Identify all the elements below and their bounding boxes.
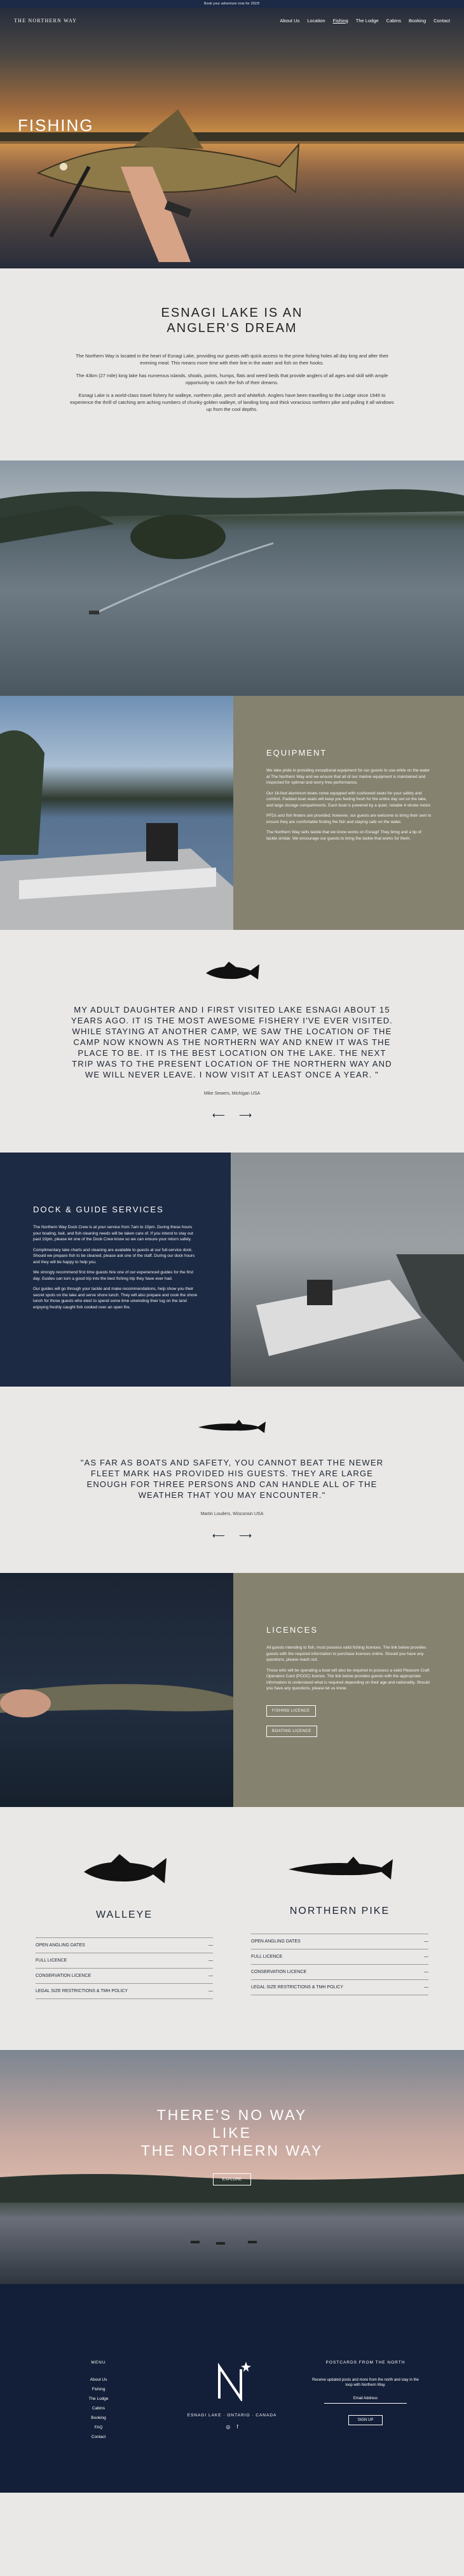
chevron-down-icon: — (424, 1939, 428, 1944)
signup-button[interactable]: SIGN UP (348, 2415, 383, 2425)
species-link-label: CONSERVATION LICENCE (251, 1970, 307, 1974)
dock-paragraph: Complimentary lake charts and cleaning are available to guests at our full-service dock. Should we prepare fish to be cleaned, please ask one of the staff. During our dock hours and they will be happy to help you. (33, 1247, 195, 1264)
explore-button[interactable]: EXPLORE (213, 2173, 252, 2185)
species-link-label: FULL LICENCE (251, 1955, 283, 1959)
cta-section (0, 2050, 464, 2284)
footer-link-booking[interactable]: Booking (91, 2416, 106, 2420)
species-link-label: OPEN ANGLING DATES (251, 1939, 301, 1944)
dock-photo (231, 1153, 464, 1387)
walleye-silhouette-icon (80, 1853, 169, 1888)
licences-title: LICENCES (266, 1625, 318, 1635)
dock-panel (0, 1153, 231, 1387)
equipment-section (0, 696, 464, 930)
arrow-left-icon[interactable]: ⟵ (212, 1530, 225, 1541)
hero (0, 8, 464, 268)
intro-paragraph: Esnagi Lake is a world-class travel fishery for walleye, northern pike, perch and whitefish. Anglers have been travelling to the Lodge since 1946 to experience the thrill of catching arm aching numbers of chunky golden walleye, of landing long and thick voracious northern pike and pulling it all windows up from the cool depths. (70, 392, 394, 412)
species-name: NORTHERN PIKE (289, 1906, 390, 1916)
footer-link-fishing[interactable]: Fishing (92, 2387, 106, 2392)
main-menu (280, 18, 450, 24)
equipment-paragraph: We take pride in providing exceptional equipment for our guests to use while on the water at The Northern Way and we ensure that all of our marine equipment is maintained and inspected for optimal and worry-free performance. (266, 768, 430, 785)
species-link-row[interactable] (36, 1937, 213, 1953)
testimonial-author: Mike Sewers, Michigan USA (203, 1091, 261, 1096)
species-walleye (36, 1853, 213, 1999)
nav-location[interactable]: Location (307, 17, 325, 24)
facebook-icon[interactable]: f (236, 2424, 238, 2430)
species-name: WALLEYE (96, 1909, 153, 1920)
nav-booking[interactable]: Booking (409, 17, 426, 24)
cta-heading (0, 2050, 464, 2159)
equipment-title: EQUIPMENT (266, 748, 327, 758)
equipment-paragraph: The Northern Way sells tackle that we know works on Esnagi! They bring and a tip of tackle similar. We encourage our guests to bring the tackle that works for them. (266, 830, 421, 841)
licences-section (0, 1573, 464, 1807)
chevron-down-icon: — (208, 1958, 213, 1963)
footer-newsletter (311, 2360, 420, 2493)
species-pike (251, 1853, 428, 1999)
equipment-paragraph: Our 16-foot aluminum boats come equipped with cushioned seats for your safety and comfort. Padded boat seats will keep you feeling fresh for the entire day out on the lake, and large storage compartments. Each boat is powered by a quiet, reliable 4-stroke motor. (266, 791, 432, 808)
dock-title: DOCK & GUIDE SERVICES (33, 1205, 164, 1214)
arrow-right-icon[interactable]: ⟶ (239, 1530, 252, 1541)
chevron-down-icon: — (424, 1970, 428, 1974)
footer-menu (44, 2360, 153, 2493)
walleye-photo-illustration (25, 71, 305, 262)
pike-silhouette-icon (286, 1853, 394, 1885)
footer-brand (153, 2360, 311, 2493)
chevron-down-icon: — (208, 1989, 213, 1993)
species-link-row[interactable] (251, 1934, 428, 1949)
testimonial-2 (0, 1387, 464, 1573)
arrow-left-icon[interactable]: ⟵ (212, 1110, 225, 1120)
species-link-row[interactable] (36, 1983, 213, 1999)
licences-paragraph: Those who will be operating a boat will also be required to possess a valid Pleasure Craft Operators Card (PCOC) licence. The link below provides guests with the appropriate information to understand what is required depending on their age and nationality. Should you have any questions, please let us know. (266, 1668, 430, 1691)
intro-paragraph: The 43km (27 mile) long lake has numerous islands, shoals, points, humps, flats and weed beds that provide anglers of all ages and skill with ample opportunity to catch the fish of their dreams. (76, 373, 388, 385)
footer-link-about[interactable]: About Us (90, 2378, 107, 2382)
licences-paragraph: All guests intending to fish, must possess valid fishing licences. The link below provides guests with the required information to purchase licences online. Should you have any questions, please reach out. (266, 1645, 426, 1662)
species-link-label: FULL LICENCE (36, 1958, 67, 1963)
intro-section (0, 268, 464, 460)
nav-lodge[interactable]: The Lodge (355, 17, 379, 24)
hero-title: FISHING (18, 116, 94, 135)
intro-paragraph: The Northern Way is located in the heart of Esnagi Lake, providing our guests with quick access to the prime fishing holes all day long and after their evening meal. This means more time with their line in the water and fish on their hooks. (75, 353, 389, 366)
lake-aerial-photo (0, 460, 464, 696)
newsletter-label: POSTCARDS FROM THE NORTH (325, 2360, 406, 2365)
species-link-row[interactable] (36, 1953, 213, 1968)
announcement-bar (0, 0, 464, 8)
testimonial-quote: "AS FAR AS BOATS AND SAFETY, YOU CANNOT BEAT THE NEWER FLEET MARK HAS PROVIDED HIS GUESTS. THEY ARE LARGE ENOUGH FOR THREE PERSONS AND CAN HANDLE ALL OF THE WEATHER THAT YOU MAY ENCOUNTER." (80, 1458, 384, 1500)
fishing-licence-button[interactable]: FISHING LICENCE (266, 1705, 316, 1717)
species-link-label: LEGAL SIZE RESTRICTIONS & TMH POLICY (36, 1989, 128, 1993)
dock-section (0, 1153, 464, 1387)
newsletter-text: Receive updated posts and more from the north and stay in the loop with Northern Way. (312, 2378, 419, 2387)
species-link-label: LEGAL SIZE RESTRICTIONS & TMH POLICY (251, 1985, 344, 1990)
lake-illustration (0, 460, 464, 696)
brand-logo[interactable]: THE NORTHERN WAY (14, 17, 78, 24)
footer-tagline: ESNAGI LAKE · ONTARIO · CANADA (187, 2413, 277, 2418)
top-nav (0, 8, 464, 33)
species-link-row[interactable] (36, 1968, 213, 1983)
footer-menu-label: MENU (91, 2360, 106, 2365)
chevron-down-icon: — (424, 1985, 428, 1990)
nav-cabins[interactable]: Cabins (386, 17, 402, 24)
species-link-label: OPEN ANGLING DATES (36, 1943, 85, 1948)
testimonial-author: Martin Louders, Wisconsin USA (200, 1512, 264, 1516)
email-input[interactable]: Email Address (324, 2397, 407, 2404)
footer-link-lodge[interactable]: The Lodge (88, 2397, 109, 2401)
species-link-row[interactable] (251, 1979, 428, 1995)
equipment-panel (233, 696, 464, 930)
footer (0, 2284, 464, 2493)
dock-paragraph: We strongly recommend first time guests hire one of our experienced guides for the first day. Guides can turn a good trip into the best fishing trip they have ever had. (33, 1270, 194, 1281)
cta-line: LIKE (212, 2124, 252, 2141)
intro-heading-line1: ESNAGI LAKE IS AN (161, 306, 303, 320)
arrow-right-icon[interactable]: ⟶ (239, 1110, 252, 1120)
chevron-down-icon: — (208, 1943, 213, 1948)
pike-silhouette-icon (197, 1417, 267, 1436)
species-link-label: CONSERVATION LICENCE (36, 1974, 92, 1978)
dock-paragraph: The Northern Way Dock Crew is at your service from 7am to 10pm. During these hours your boating, bait, and fish cleaning needs will be taken care of. If you intend to stay out past 10pm, please let one of the Dock Crew know so we can ensure your return safely. (33, 1225, 193, 1242)
licences-panel (233, 1573, 464, 1807)
northern-way-logo-icon[interactable] (213, 2360, 251, 2401)
nav-fishing[interactable]: Fishing (332, 17, 348, 24)
testimonial-1 (0, 930, 464, 1153)
nav-about[interactable]: About Us (280, 17, 300, 24)
intro-heading (70, 305, 394, 336)
equipment-paragraph: PFDs and fish finders are provided; however, our guests are welcome to bring their own to ensure they are comfortable finding the fish and staying safe on the water. (266, 814, 432, 824)
testimonial-arrows (70, 1530, 394, 1541)
species-link-row[interactable] (251, 1964, 428, 1979)
species-link-row[interactable] (251, 1949, 428, 1964)
testimonial-arrows (70, 1110, 394, 1121)
chevron-down-icon: — (208, 1974, 213, 1978)
cta-line: THERE'S NO WAY (156, 2107, 308, 2123)
footer-link-cabins[interactable]: Cabins (92, 2406, 106, 2411)
nav-contact[interactable]: Contact (433, 17, 450, 24)
cta-line: THE NORTHERN WAY (140, 2142, 324, 2159)
species-section (0, 1807, 464, 2050)
chevron-down-icon: — (424, 1955, 428, 1959)
intro-heading-line2: ANGLER'S DREAM (167, 321, 297, 335)
pike-photo (0, 1573, 233, 1807)
footer-link-faq[interactable]: FAQ (94, 2425, 103, 2430)
social-links (153, 2424, 311, 2430)
announcement-text: Book your adventure now for 2023! (204, 2, 260, 6)
boating-licence-button[interactable]: BOATING LICENCE (266, 1726, 317, 1737)
footer-link-contact[interactable]: Contact (91, 2435, 106, 2439)
testimonial-quote: MY ADULT DAUGHTER AND I FIRST VISITED LAKE ESNAGI ABOUT 15 YEARS AGO. IT IS THE MOST AWESOME FISHERY I'VE EVER VISITED. WHILE STAYING AT ANOTHER CAMP, WE SAW THE LOCATION OF THE CAMP NOW KNOWN AS THE NORTHERN WAY AND KNEW IT WAS THE PLACE TO BE. IT IS THE BEST LOCATION ON THE LAKE. THE NEXT TRIP WAS TO THE PRESENT LOCATION OF THE NORTHERN WAY AND WE WILL NEVER LEAVE. I NOW VISIT AT LEAST ONCE A YEAR. " (71, 1005, 393, 1079)
instagram-icon[interactable]: ◎ (226, 2424, 231, 2430)
walleye-silhouette-icon (203, 960, 261, 983)
dock-paragraph: Our guides will go through your tackle and make recommendations, help show you their secret spots on the lake and serve shore lunch. They will also prepare and cook the shore lunch for those guests who elect to spend some time unwinding their tug on the land enjoying freshly caught fish cooked over an open fire. (33, 1287, 198, 1310)
boats-photo (0, 696, 233, 930)
